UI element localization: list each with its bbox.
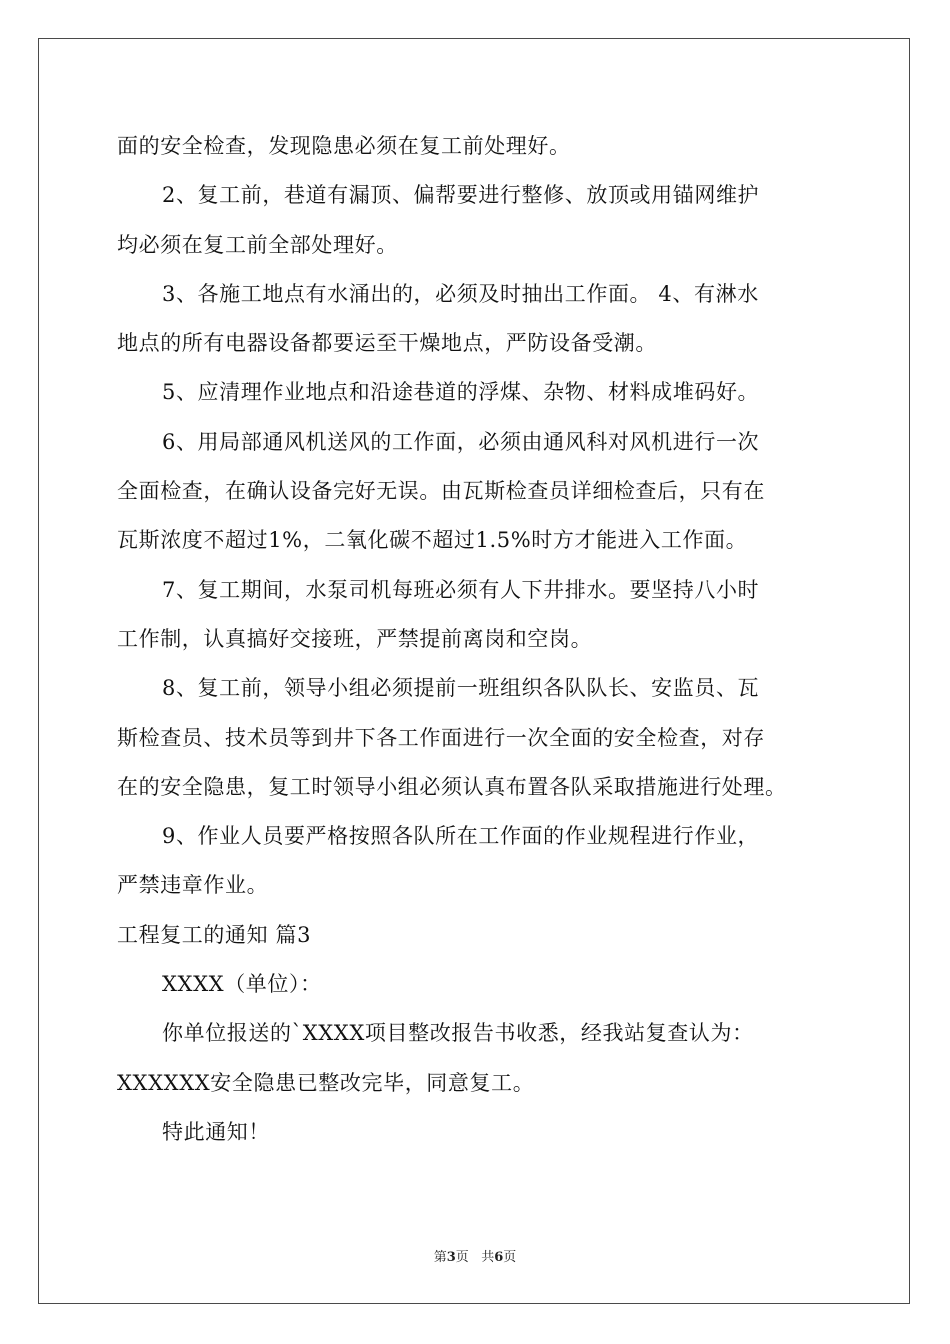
text-line: 2、复工前，巷道有漏顶、偏帮要进行整修、放顶或用锚网维护 xyxy=(162,183,760,208)
text-line: 5、应清理作业地点和沿途巷道的浮煤、杂物、材料成堆码好。 xyxy=(162,380,760,405)
text-line: 工作制，认真搞好交接班，严禁提前离岗和空岗。 xyxy=(117,626,593,651)
text-line: 严禁违章作业。 xyxy=(117,873,269,898)
text-line: 工程复工的通知 篇3 xyxy=(117,922,312,947)
current-page-number: 3 xyxy=(446,1250,456,1265)
text-line: XXXX（单位）： xyxy=(162,972,322,997)
footer-prefix: 第 xyxy=(433,1250,447,1265)
text-line: 你单位报送的`XXXX项目整改报告书收悉，经我站复查认为： xyxy=(162,1021,754,1046)
document-body xyxy=(117,122,837,1157)
text-line: 7、复工期间，水泵司机每班必须有人下井排水。要坚持八小时 xyxy=(162,577,760,602)
text-line: 地点的所有电器设备都要运至干燥地点，严防设备受潮。 xyxy=(117,331,657,356)
text-line: XXXXXX安全隐患已整改完毕，同意复工。 xyxy=(117,1070,535,1095)
text-line: 瓦斯浓度不超过1%，二氧化碳不超过1.5%时方才能进入工作面。 xyxy=(117,528,748,553)
total-page-number: 6 xyxy=(494,1250,504,1265)
text-line: 均必须在复工前全部处理好。 xyxy=(117,232,398,257)
text-line: 特此通知！ xyxy=(162,1119,270,1144)
footer-page-suffix: 页 xyxy=(455,1250,469,1265)
page-footer xyxy=(0,1246,950,1265)
footer-total-suffix: 页 xyxy=(503,1250,517,1265)
text-line: 9、作业人员要严格按照各队所在工作面的作业规程进行作业， xyxy=(162,824,760,849)
text-line: 6、用局部通风机送风的工作面，必须由通风科对风机进行一次 xyxy=(162,429,760,454)
text-line: 在的安全隐患，复工时领导小组必须认真布置各队采取措施进行处理。 xyxy=(117,774,787,799)
text-line: 8、复工前，领导小组必须提前一班组织各队队长、安监员、瓦 xyxy=(162,676,760,701)
text-line: 面的安全检查，发现隐患必须在复工前处理好。 xyxy=(117,134,571,158)
text-line: 斯检查员、技术员等到井下各工作面进行一次全面的安全检查，对存 xyxy=(117,725,765,750)
text-line: 全面检查，在确认设备完好无误。由瓦斯检查员详细检查后，只有在 xyxy=(117,479,765,504)
footer-total-prefix: 共 xyxy=(481,1250,495,1265)
text-line: 3、各施工地点有水涌出的，必须及时抽出工作面。 4、有淋水 xyxy=(162,281,759,306)
